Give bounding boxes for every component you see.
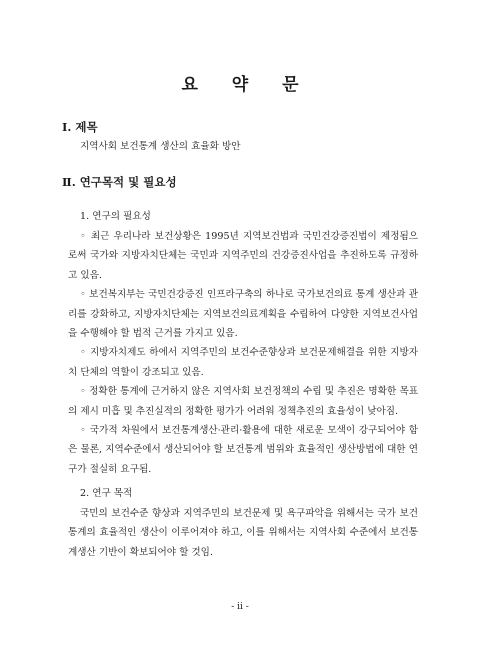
purpose-paragraph: 국민의 보건수준 향상과 지역주민의 보건문제 및 욕구파악을 위해서는 국가 보건통계의 효율적인 생산이 이루어져야 하고, 이를 위해서는 지역사회 수준에서 보건통계생산 기반이 확보되어야 할 것임.	[68, 508, 418, 558]
subsection-purpose	[68, 485, 418, 562]
section-1-heading: Ⅰ. 제목	[62, 120, 98, 134]
bullet-paragraph: ◦ 지방자치제도 하에서 지역주민의 보건수준향상과 보건문제해결을 위한 지방자치 단체의 역할이 강조되고 있음.	[68, 347, 418, 378]
section-1-text: 지역사회 보건통계 생산의 효율화 방안	[80, 141, 241, 152]
bullet-paragraph: ◦ 국가적 차원에서 보건통계생산·관리·활용에 대한 새로운 모색이 강구되어야 함은 물론, 지역수준에서 생산되어야 할 보건통계 범위와 효율적인 생산방법에 대한 연구가 절실히 요구됨.	[68, 425, 418, 475]
section-2-heading: Ⅱ. 연구목적 및 필요성	[62, 175, 177, 189]
subsection-need	[68, 208, 418, 479]
bullet-paragraph: ◦ 정확한 통계에 근거하지 않은 지역사회 보건정책의 수립 및 추진은 명확한 목표의 제시 미흡 및 추진실적의 정확한 평가가 어려워 정책추진의 효율성이 낮아짐.	[68, 386, 418, 417]
subsection-1-heading: 1. 연구의 필요성	[80, 211, 151, 222]
page-number: - ii -	[231, 602, 249, 612]
subsection-2-heading: 2. 연구 목적	[80, 488, 133, 499]
page-title: 요 약 문	[181, 75, 313, 95]
bullet-paragraph: ◦ 보건복지부는 국민건강증진 인프라구축의 하나로 국가보건의료 통계 생산과 관리를 강화하고, 지방자치단체는 지역보건의료계획을 수립하여 다양한 지역보건사업을 수행해야 할 법적 근거를 가지고 있음.	[68, 289, 418, 340]
bullet-paragraph: ◦ 최근 우리나라 보건상황은 1995년 지역보건법과 국민건강증진법이 제정됨으로써 국가와 지방자치단체는 국민과 지역주민의 건강증진사업을 추진하도록 규정하고 있음.	[68, 231, 418, 281]
